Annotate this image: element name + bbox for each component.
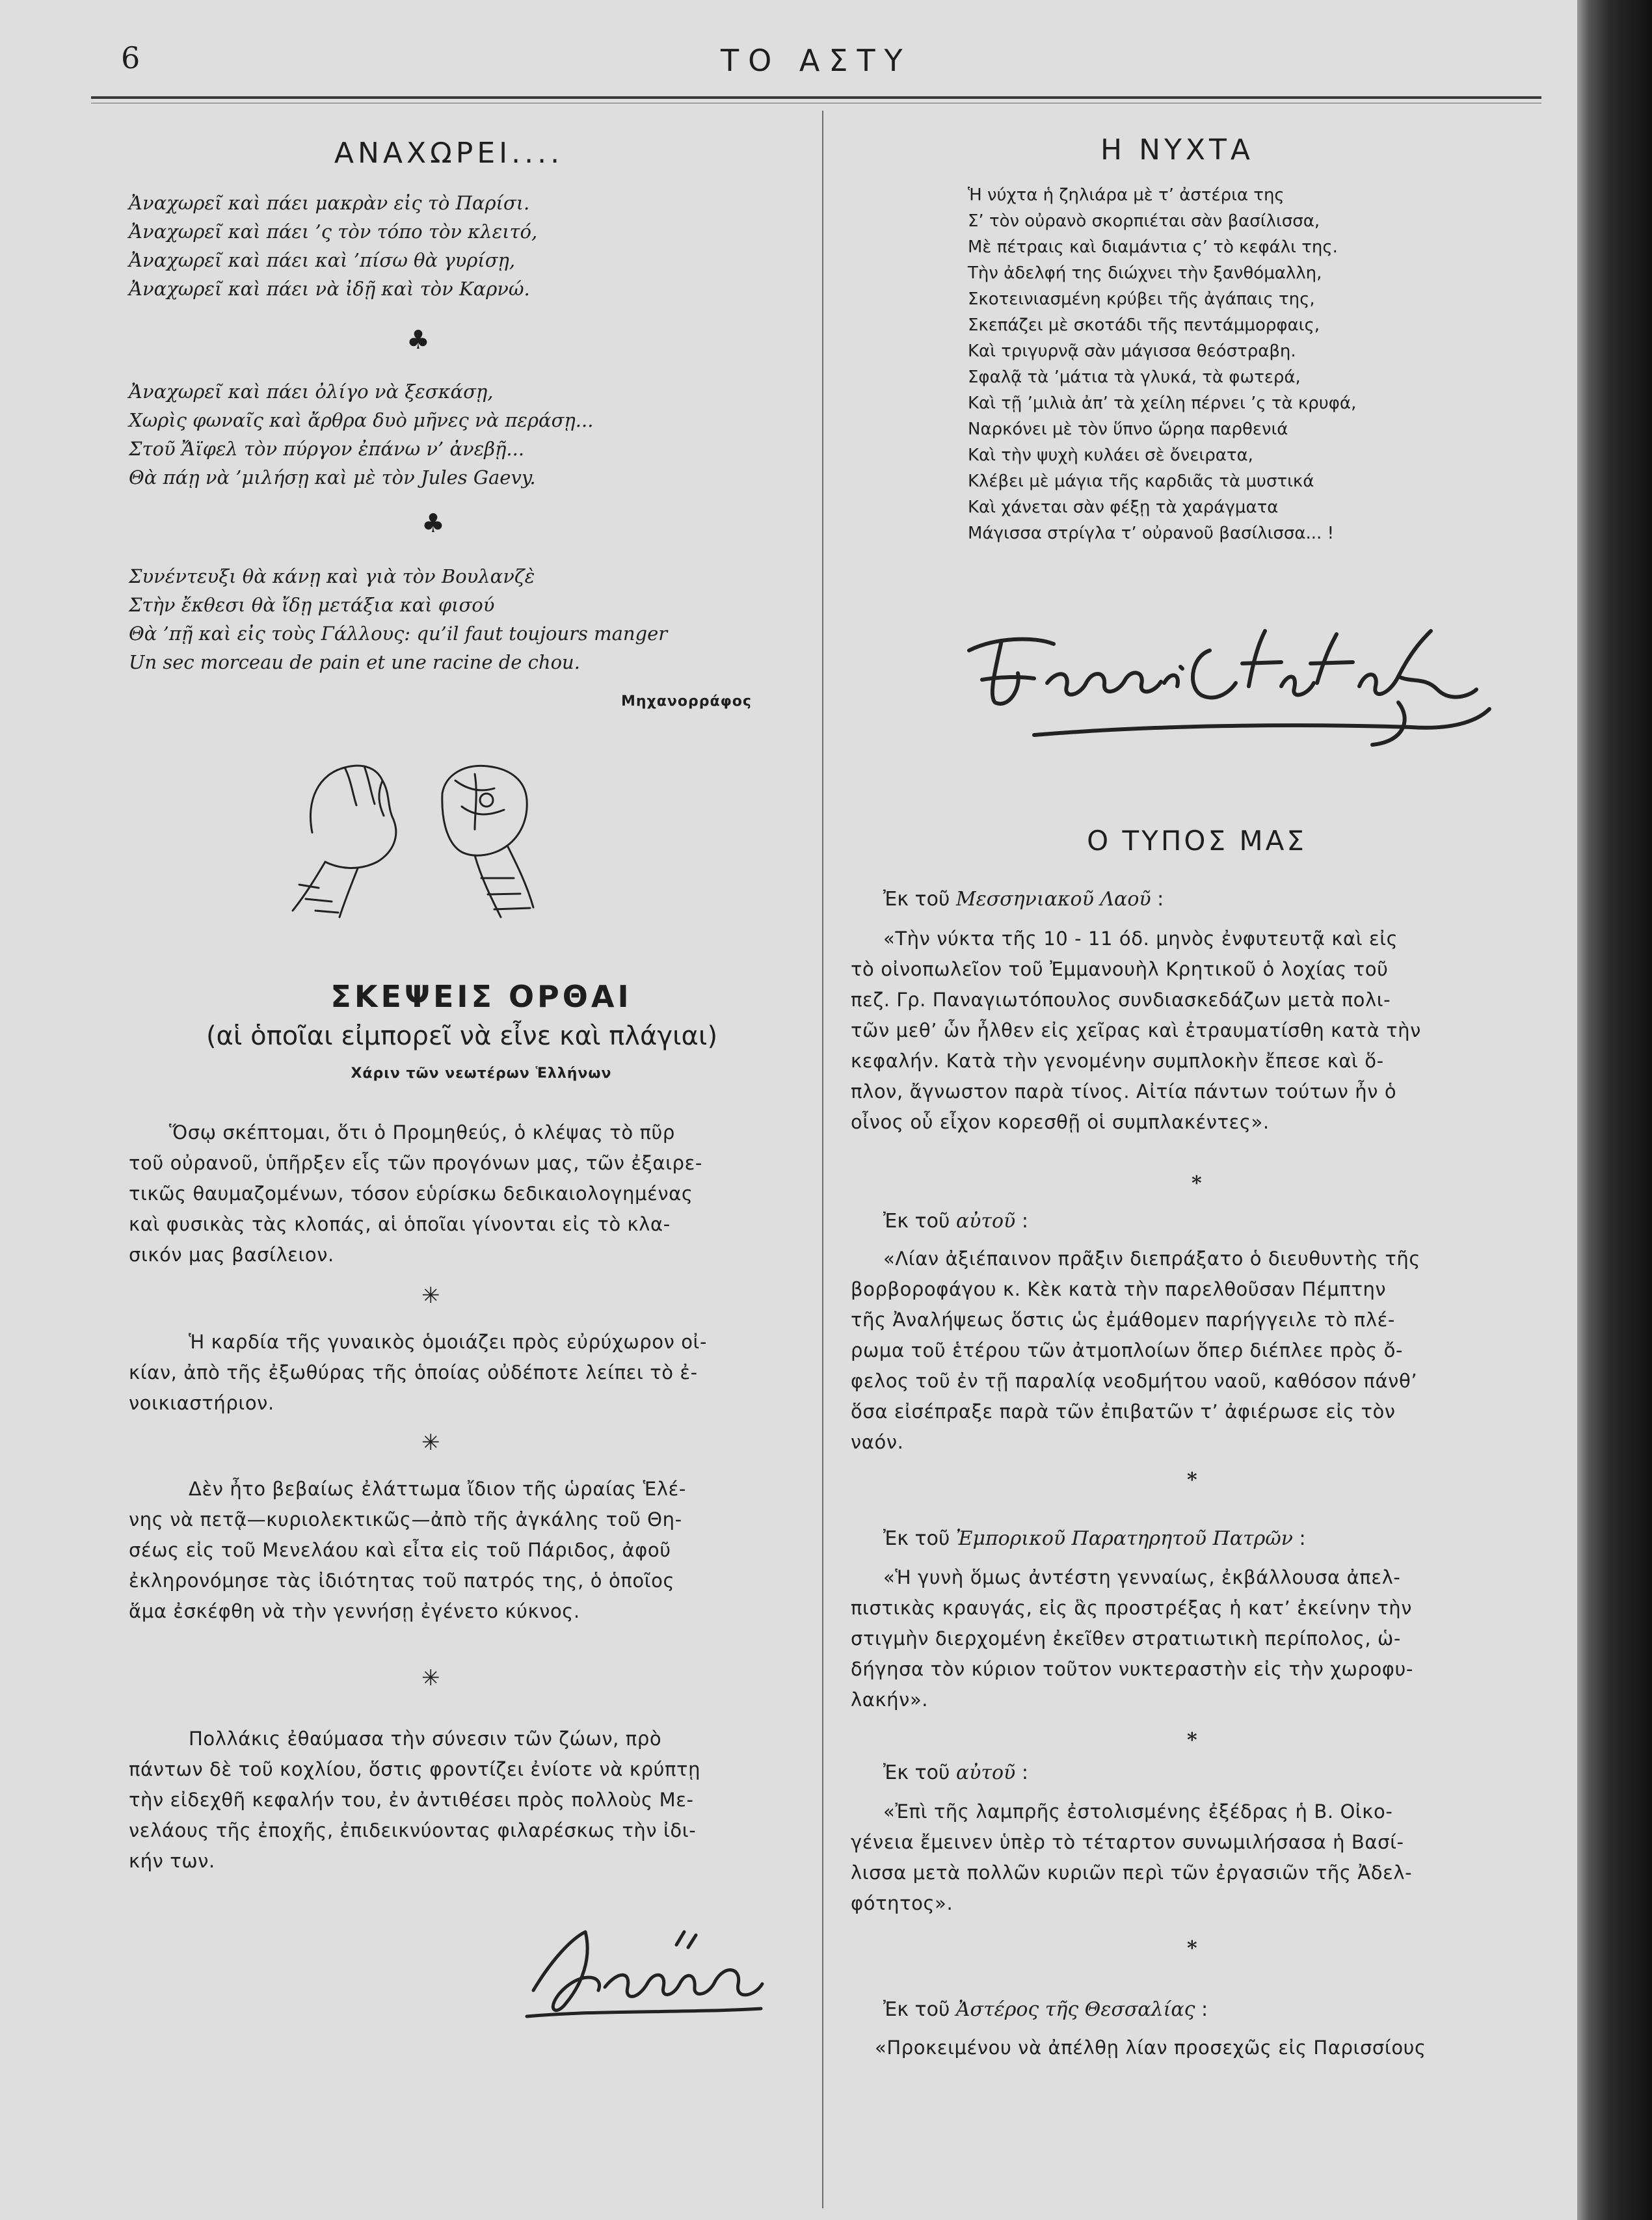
- article-line: σικόν μας βασίλειον.: [129, 1244, 334, 1266]
- press-line: «Ἡ γυνὴ ὅμως ἀντέστη γενναίως, ἐκβάλλουσα ἀπελ-: [883, 1566, 1401, 1588]
- press-source: Ἐκ τοῦ Ἀστέρος τῆς Θεσσαλίας :: [883, 1998, 1208, 2021]
- two-hands-illustration: [280, 755, 553, 924]
- poem-line: Ἀναχωρεῖ καὶ πάει καὶ ’πίσω θὰ γυρίσῃ,: [129, 249, 516, 271]
- book-binding-shadow: [1577, 0, 1652, 2220]
- newspaper-title: ΤΟ ΑΣΤΥ: [721, 43, 912, 78]
- poem-line: Μάγισσα στρίγλα τ’ οὐρανοῦ βασίλισσα... !: [968, 524, 1335, 543]
- press-line: λακήν».: [851, 1689, 929, 1711]
- poem-line: Ναρκόνει μὲ τὸν ὕπνο ὥρηα παρθενιά: [968, 420, 1288, 439]
- article-line: πάντων δὲ τοῦ κοχλίου, ὅστις φροντίζει ἐνίοτε νὰ κρύπτῃ: [129, 1758, 701, 1780]
- poem-line: Θὰ πάῃ νὰ ’μιλήσῃ καὶ μὲ τὸν Jules Gaevy.: [129, 466, 536, 488]
- poem-line: Στοῦ Ἄϊφελ τὸν πύργον ἐπάνω ν’ ἀνεβῇ...: [129, 438, 525, 460]
- press-line: ναόν.: [851, 1431, 904, 1453]
- entry-separator-star: *: [1187, 1729, 1197, 1752]
- press-line: λισσα μετὰ πολλῶν κυριῶν περὶ τῶν ἐργασιῶν τῆς Ἀδελ-: [851, 1862, 1413, 1884]
- press-line: τὸ οἰνοπωλεῖον τοῦ Ἐμμανουὴλ Κρητικοῦ ὁ λοχίας τοῦ: [851, 958, 1389, 980]
- poem-line: Μὲ πέτραις καὶ διαμάντια ς’ τὸ κεφάλι της.: [968, 237, 1338, 257]
- press-line: «Προκειμένου νὰ ἀπέλθῃ λίαν προσεχῶς εἰς Παρισσίους: [875, 2037, 1426, 2059]
- poem-line: Σ’ τὸν οὐρανὸ σκορπιέται σὰν βασίλισσα,: [968, 211, 1320, 231]
- press-line: ὅσα εἰσέπραξε παρὰ τῶν ἐπιβατῶν τ’ ἀφιέρωσε εἰς τὸν: [851, 1400, 1396, 1423]
- handwritten-signature-right: [956, 611, 1541, 781]
- press-source: Ἐκ τοῦ αὐτοῦ :: [883, 1761, 1028, 1784]
- entry-separator-star: *: [1192, 1172, 1202, 1195]
- fleuron-ornament: ♣: [421, 509, 445, 539]
- press-line: γένεια ἔμεινεν ὑπὲρ τὸ τέταρτον συνωμιλήσασα ἡ Βασί-: [851, 1831, 1404, 1853]
- press-line: «Τὴν νύκτα τῆς 10 - 11 όδ. μηνὸς ἐνφυτευτᾷ καὶ εἰς: [883, 928, 1398, 950]
- press-line: οἶνος οὗ εἶχον κορεσθῇ οἱ συμπλακέντες».: [851, 1111, 1270, 1133]
- section-separator: ✳: [421, 1430, 440, 1456]
- press-line: ρωμα τοῦ ἑτέρου τῶν ἀτμοπλοίων ὅπερ διέπλεε πρὸς ὄ-: [851, 1339, 1404, 1361]
- poem-line: Ἀναχωρεῖ καὶ πάει μακρὰν εἰς τὸ Παρίσι.: [129, 192, 530, 214]
- press-line: τῆς Ἀναλήψεως ὅστις ὡς ἐμάθομεν παρήγγειλε τὸ πλέ-: [851, 1309, 1395, 1331]
- article-line: καὶ φυσικὰς τὰς κλοπάς, αἱ ὁποῖαι γίνονται εἰς τὸ κλα-: [129, 1213, 671, 1235]
- poem-line: Κλέβει μὲ μάγια τῆς καρδιᾶς τὰ μυστικά: [968, 472, 1314, 491]
- header-rule: [91, 96, 1541, 99]
- article-line: τικῶς θαυμαζομένων, τόσον εὑρίσκω δεδικαιολογημένας: [129, 1183, 693, 1205]
- article-line: νης νὰ πετᾷ—κυριολεκτικῶς—ἀπὸ τῆς ἀγκάλης τοῦ Θη-: [129, 1508, 682, 1531]
- poem-title-anachorei: ΑΝΑΧΩΡΕΙ....: [334, 137, 564, 170]
- article-line: νελάους τῆς ἐποχῆς, ἐπιδεικνύοντας φιλαρέσκως τὴν ἰδι-: [129, 1819, 697, 1841]
- poem-line: Ἀναχωρεῖ καὶ πάει ὀλίγο νὰ ξεσκάσῃ,: [129, 381, 494, 403]
- press-line: πλον, ἄγνωστον παρὰ τίνος. Αἰτία πάντων τούτων ἦν ὁ: [851, 1080, 1397, 1103]
- press-line: στιγμὴν διερχομένη ἐκεῖθεν στρατιωτικὴ περίπολος, ὡ-: [851, 1627, 1401, 1650]
- article-line: Δὲν ἦτο βεβαίως ἐλάττωμα ἴδιον τῆς ὡραίας Ἑλέ-: [189, 1478, 686, 1500]
- press-source: Ἐκ τοῦ Μεσσηνιακοῦ Λαοῦ :: [883, 888, 1164, 911]
- poem-line: Καὶ χάνεται σὰν φέξῃ τὰ χαράγματα: [968, 498, 1279, 517]
- handwritten-signature-left: [520, 1919, 767, 2029]
- poem-line: Καὶ τῇ ’μιλιὰ ἀπ’ τὰ χείλη πέρνει ’ς τὰ κρυφά,: [968, 394, 1357, 413]
- article-line: σέως εἰς τοῦ Μενελάου καὶ εἶτα εἰς τοῦ Πάριδος, ἀφοῦ: [129, 1539, 671, 1561]
- press-line: πεζ. Γρ. Παναγιωτόπουλος συνδιασκεδάζων μετὰ πολι-: [851, 989, 1391, 1011]
- article-line: ἅμα ἐσκέφθη νὰ τὴν γεννήσῃ ἐγένετο κύκνος.: [129, 1600, 580, 1622]
- poem-line: Θὰ ’πῇ καὶ εἰς τοὺς Γάλλους: qu’il faut toujours manger: [129, 622, 668, 645]
- section-separator: ✳: [421, 1665, 440, 1691]
- press-line: πιστικὰς κραυγάς, εἰς ἃς προστρέξας ἡ κατ’ ἐκείνην τὴν: [851, 1597, 1413, 1619]
- poem-line: Συνέντευξι θὰ κάνῃ καὶ γιὰ τὸν Βουλανζὲ: [129, 565, 535, 587]
- article-line: Ὅσῳ σκέπτομαι, ὅτι ὁ Προμηθεύς, ὁ κλέψας τὸ πῦρ: [169, 1121, 675, 1143]
- poem-author: Μηχανορράφος: [621, 693, 752, 710]
- fleuron-ornament: ♣: [406, 325, 430, 355]
- poem-line: Στὴν ἔκθεσι θὰ ἴδῃ μετάξια καὶ φισού: [129, 594, 495, 616]
- article-subtitle: (αἱ ὁποῖαι εἰμπορεῖ νὰ εἶνε καὶ πλάγιαι): [206, 1021, 718, 1051]
- press-line: «Λίαν ἀξιέπαινον πρᾶξιν διεπράξατο ὁ διευθυντὴς τῆς: [883, 1248, 1420, 1270]
- article-line: Πολλάκις ἐθαύμασα τὴν σύνεσιν τῶν ζώων, πρὸ: [189, 1728, 662, 1750]
- poem-line: Ἡ νύχτα ἡ ζηλιάρα μὲ τ’ ἀστέρια της: [968, 185, 1285, 205]
- page-number: 6: [121, 40, 140, 75]
- poem-line: Καὶ τὴν ψυχὴ κυλάει σὲ ὄνειρατα,: [968, 446, 1253, 465]
- section-separator: ✳: [421, 1283, 440, 1309]
- article-dedication: Χάριν τῶν νεωτέρων Ἑλλήνων: [351, 1065, 612, 1082]
- poem-line: Τὴν ἀδελφή της διώχνει τὴν ξανθόμαλλη,: [968, 263, 1322, 283]
- press-line: βορβοροφάγου κ. Κὲκ κατὰ τὴν παρελθοῦσαν Πέμπτην: [851, 1278, 1387, 1300]
- poem-line: Un sec morceau de pain et une racine de chou.: [129, 651, 580, 673]
- poem-line: Ἀναχωρεῖ καὶ πάει νὰ ἰδῇ καὶ τὸν Καρνώ.: [129, 278, 530, 300]
- article-line: τοῦ οὐρανοῦ, ὑπῆρξεν εἷς τῶν προγόνων μας, τῶν ἐξαιρε-: [129, 1152, 702, 1174]
- entry-separator-star: *: [1187, 1469, 1197, 1491]
- press-line: φότητος».: [851, 1892, 953, 1914]
- article-line: νοικιαστήριον.: [129, 1392, 274, 1414]
- press-line: κεφαλήν. Κατὰ τὴν γενομένην συμπλοκὴν ἔπεσε καὶ ὅ-: [851, 1050, 1384, 1072]
- poem-line: Σκεπάζει μὲ σκοτάδι τῆς πεντάμμορφαις,: [968, 315, 1320, 335]
- poem-line: Καὶ τριγυρνᾷ σὰν μάγισσα θεόστραβη.: [968, 341, 1296, 361]
- press-line: τῶν μεθ’ ὧν ἦλθεν εἰς χεῖρας καὶ ἐτραυματίσθη κατὰ τὴν: [851, 1019, 1421, 1041]
- press-line: δήγησα τὸν κύριον τοῦτον νυκτεραστὴν εἰς τὴν χωροφυ-: [851, 1658, 1413, 1680]
- poem-line: Σφαλᾷ τὰ ’μάτια τὰ γλυκά, τὰ φωτερά,: [968, 368, 1301, 387]
- press-source: Ἐκ τοῦ αὐτοῦ :: [883, 1210, 1028, 1233]
- entry-separator-star: *: [1187, 1937, 1197, 1960]
- poem-line: Ἀναχωρεῖ καὶ πάει ’ς τὸν τόπο τὸν κλειτό,: [129, 221, 538, 243]
- article-line: τὴν εἰδεχθῆ κεφαλήν του, ἐν ἀντιθέσει πρὸς πολλοὺς Με-: [129, 1789, 694, 1811]
- poem-title-nychta: Η ΝΥΧΤΑ: [1100, 133, 1254, 167]
- poem-line: Σκοτεινιασμένη κρύβει τῆς ἀγάπαις της,: [968, 289, 1315, 309]
- press-line: «Ἐπὶ τῆς λαμπρῆς ἐστολισμένης ἐξέδρας ἡ Β. Οἰκο-: [883, 1800, 1393, 1823]
- article-line: κήν των.: [129, 1850, 215, 1872]
- poem-line: Χωρὶς φωναῖς καὶ ἄρθρα δυὸ μῆνες νὰ περάσῃ...: [129, 409, 594, 431]
- column-divider: [822, 111, 823, 2208]
- article-line: Ἡ καρδία τῆς γυναικὸς ὁμοιάζει πρὸς εὐρύχωρον οἰ-: [189, 1331, 708, 1353]
- press-title: Ο ΤΥΠΟΣ ΜΑΣ: [1087, 825, 1307, 857]
- press-source: Ἐκ τοῦ Ἐμπορικοῦ Παρατηρητοῦ Πατρῶν :: [883, 1527, 1306, 1550]
- press-line: φελος τοῦ ἐν τῇ παραλίᾳ νεοδμήτου ναοῦ, καθόσον πάνθ’: [851, 1370, 1418, 1392]
- article-line: ἐκληρονόμησε τὰς ἰδιότητας τοῦ πατρός της, ὁ ὁποῖος: [129, 1570, 675, 1592]
- article-line: κίαν, ἀπὸ τῆς ἐξωθύρας τῆς ὁποίας οὐδέποτε λείπει τὸ ἐ-: [129, 1361, 698, 1384]
- article-title: ΣΚΕΨΕΙΣ ΟΡΘΑΙ: [330, 979, 632, 1014]
